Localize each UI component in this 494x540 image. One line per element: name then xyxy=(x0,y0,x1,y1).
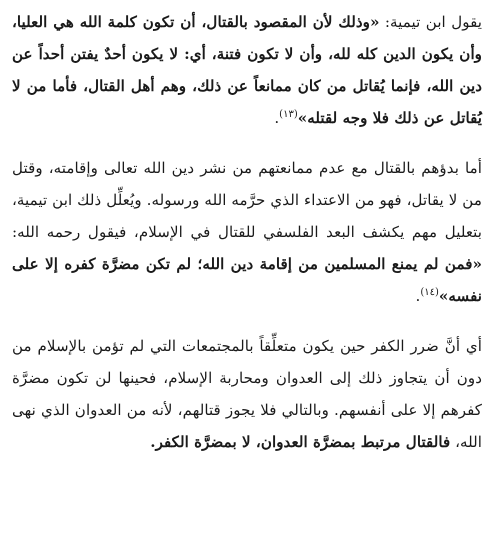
text-segment: . xyxy=(274,109,280,127)
text-segment: أما بدؤهم بالقتال مع عدم ممانعتهم من نشر دين الله تعالى وإقامته، وقتل من لا يقاتل، فهو من الاعتداء الذي حرَّمه الله ورسوله. ويُعلِّل ذلك ابن تيمية، بتعليل مهم يكشف البعد الفلسفي للقتال في الإسلام، فيقول رحمه الله: xyxy=(12,159,482,241)
text-segment: . xyxy=(415,287,421,305)
quote-bold: «وذلك لأن المقصود بالقتال، أن تكون كلمة الله هي العليا، وأن يكون الدين كله لله، وأن لا تكون فتنة، أي: لا يكون أحدٌ يفتن أحداً عن دين الله، فإنما يُقاتل من كان ممانعاً عن ذلك، وهم أهل القتال، فأما من لا يُقاتل عن ذلك فلا وجه لقتله» xyxy=(12,13,482,127)
conclusion-bold: فالقتال مرتبط بمضرَّة العدوان، لا بمضرَّة الكفر. xyxy=(150,433,451,451)
footnote-marker-13: (١٣) xyxy=(279,108,298,120)
text-segment: أي أنَّ ضرر الكفر حين يكون متعلِّقاً بالمجتمعات التي لم تؤمن بالإسلام من دون أن يتجاوز ذلك إلى العدوان ومحاربة الإسلام، فحينها لن تكون مضرَّة كفرهم إلا على أنفسهم. وبالتالي فلا يجوز قتالهم، لأنه من العدوان الذي نهى الله، xyxy=(12,337,482,451)
quote-bold: «فمن لم يمنع المسلمين من إقامة دين الله؛ لم تكن مضرَّة كفره إلا على نفسه» xyxy=(12,255,482,305)
paragraph-aggression xyxy=(12,152,482,312)
paragraph-ibn-taymiyya-quote xyxy=(12,6,482,134)
footnote-marker-14: (١٤) xyxy=(420,286,439,298)
paragraph-harm-of-disbelief xyxy=(12,330,482,458)
text-segment: يقول ابن تيمية: xyxy=(379,13,482,31)
